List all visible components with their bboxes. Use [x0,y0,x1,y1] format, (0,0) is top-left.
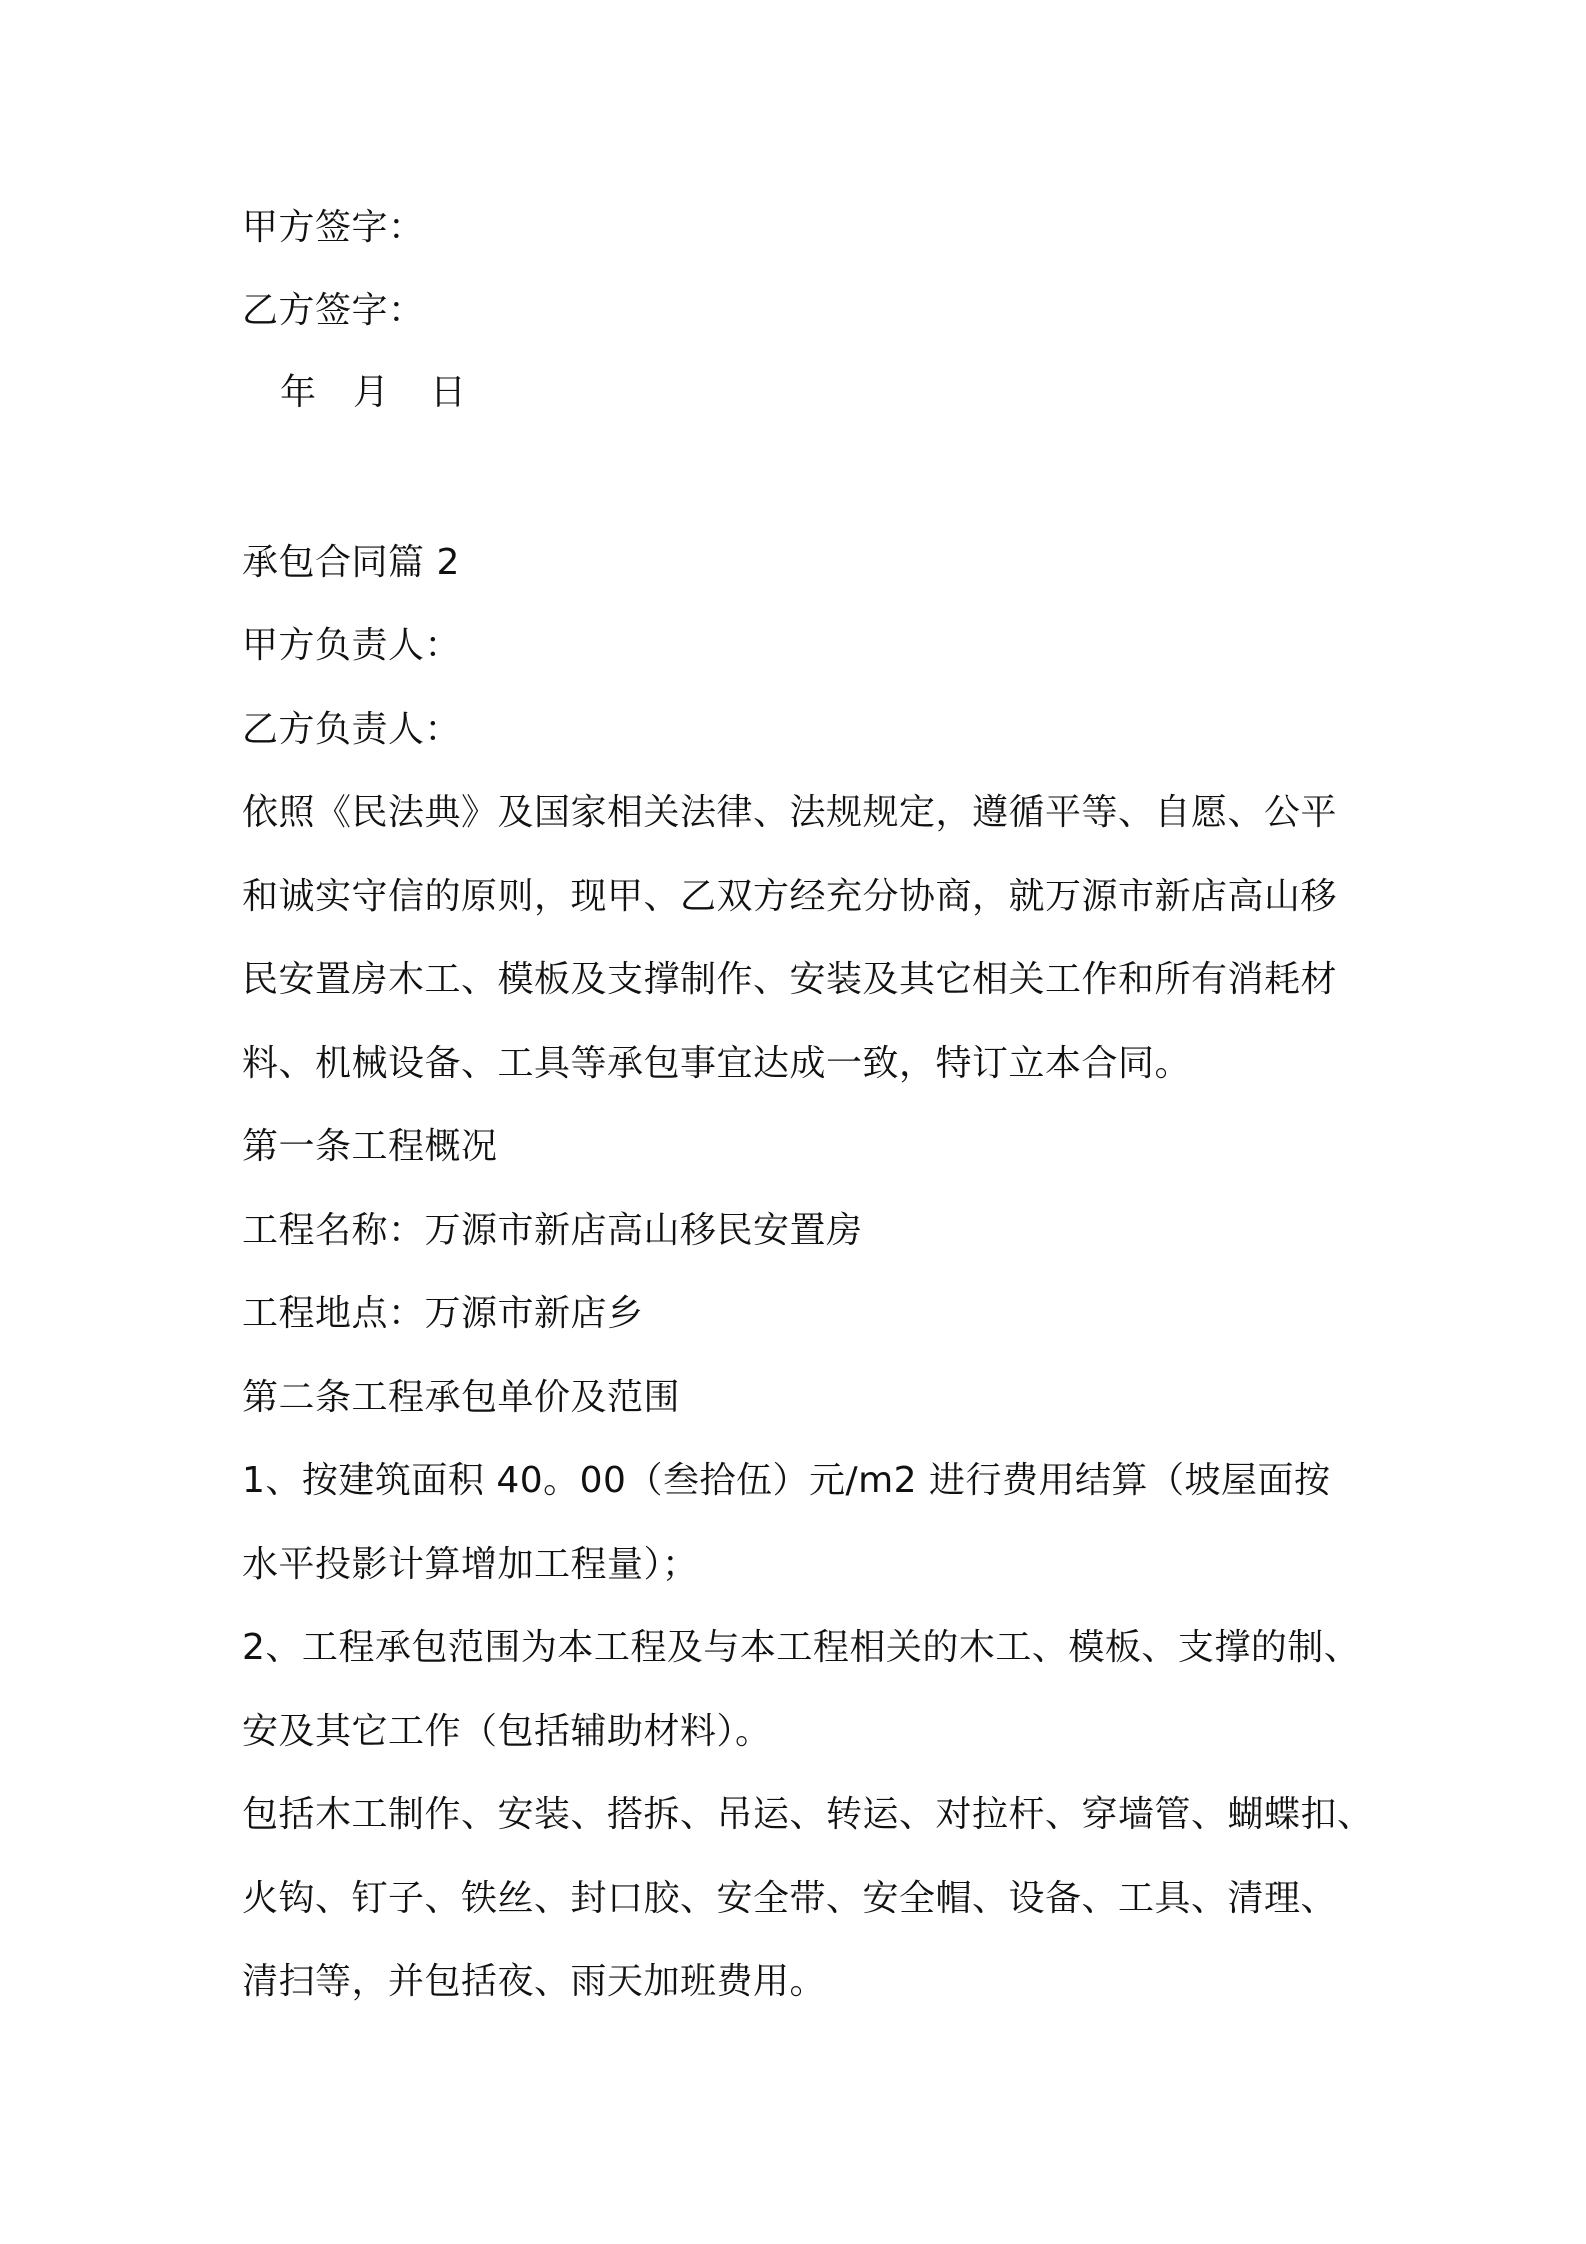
project-name-line: 工程名称：万源市新店高山移民安置房 [242,1210,863,1251]
item-1-line: 水平投影计算增加工程量）； [242,1544,699,1585]
article-1-heading: 第一条工程概况 [242,1126,498,1167]
date-day-label: 日 [430,372,467,413]
item-1-line: 1、按建筑面积 40。00（叁拾伍）元/m2 进行费用结算（坡屋面按 [242,1460,1331,1501]
project-location-line: 工程地点：万源市新店乡 [242,1293,644,1334]
contract-title: 承包合同篇 2 [242,542,460,583]
party-a-signature-label: 甲方签字： [242,207,425,248]
date-year-label: 年 [280,372,317,413]
item-2-line: 2、工程承包范围为本工程及与本工程相关的木工、模板、支撑的制、 [242,1627,1361,1668]
party-b-representative-label: 乙方负责人： [242,709,462,750]
item-2-line: 安及其它工作（包括辅助材料）。 [242,1711,772,1752]
intro-paragraph-line: 依照《民法典》及国家相关法律、法规规定，遵循平等、自愿、公平 [242,792,1338,833]
intro-paragraph-line: 民安置房木工、模板及支撑制作、安装及其它相关工作和所有消耗材 [242,959,1338,1000]
scope-line: 清扫等，并包括夜、雨天加班费用。 [242,1961,827,2002]
date-month-label: 月 [353,372,390,413]
party-a-representative-label: 甲方负责人： [242,625,462,666]
scope-line: 包括木工制作、安装、搭拆、吊运、转运、对拉杆、穿墙管、蝴蝶扣、 [242,1794,1374,1835]
article-2-heading: 第二条工程承包单价及范围 [242,1377,681,1418]
party-b-signature-label: 乙方签字： [242,290,425,331]
intro-paragraph-line: 和诚实守信的原则，现甲、乙双方经充分协商，就万源市新店高山移 [242,876,1338,917]
scope-line: 火钩、钉子、铁丝、封口胶、安全带、安全帽、设备、工具、清理、 [242,1878,1338,1919]
intro-paragraph-line: 料、机械设备、工具等承包事宜达成一致，特订立本合同。 [242,1043,1192,1084]
